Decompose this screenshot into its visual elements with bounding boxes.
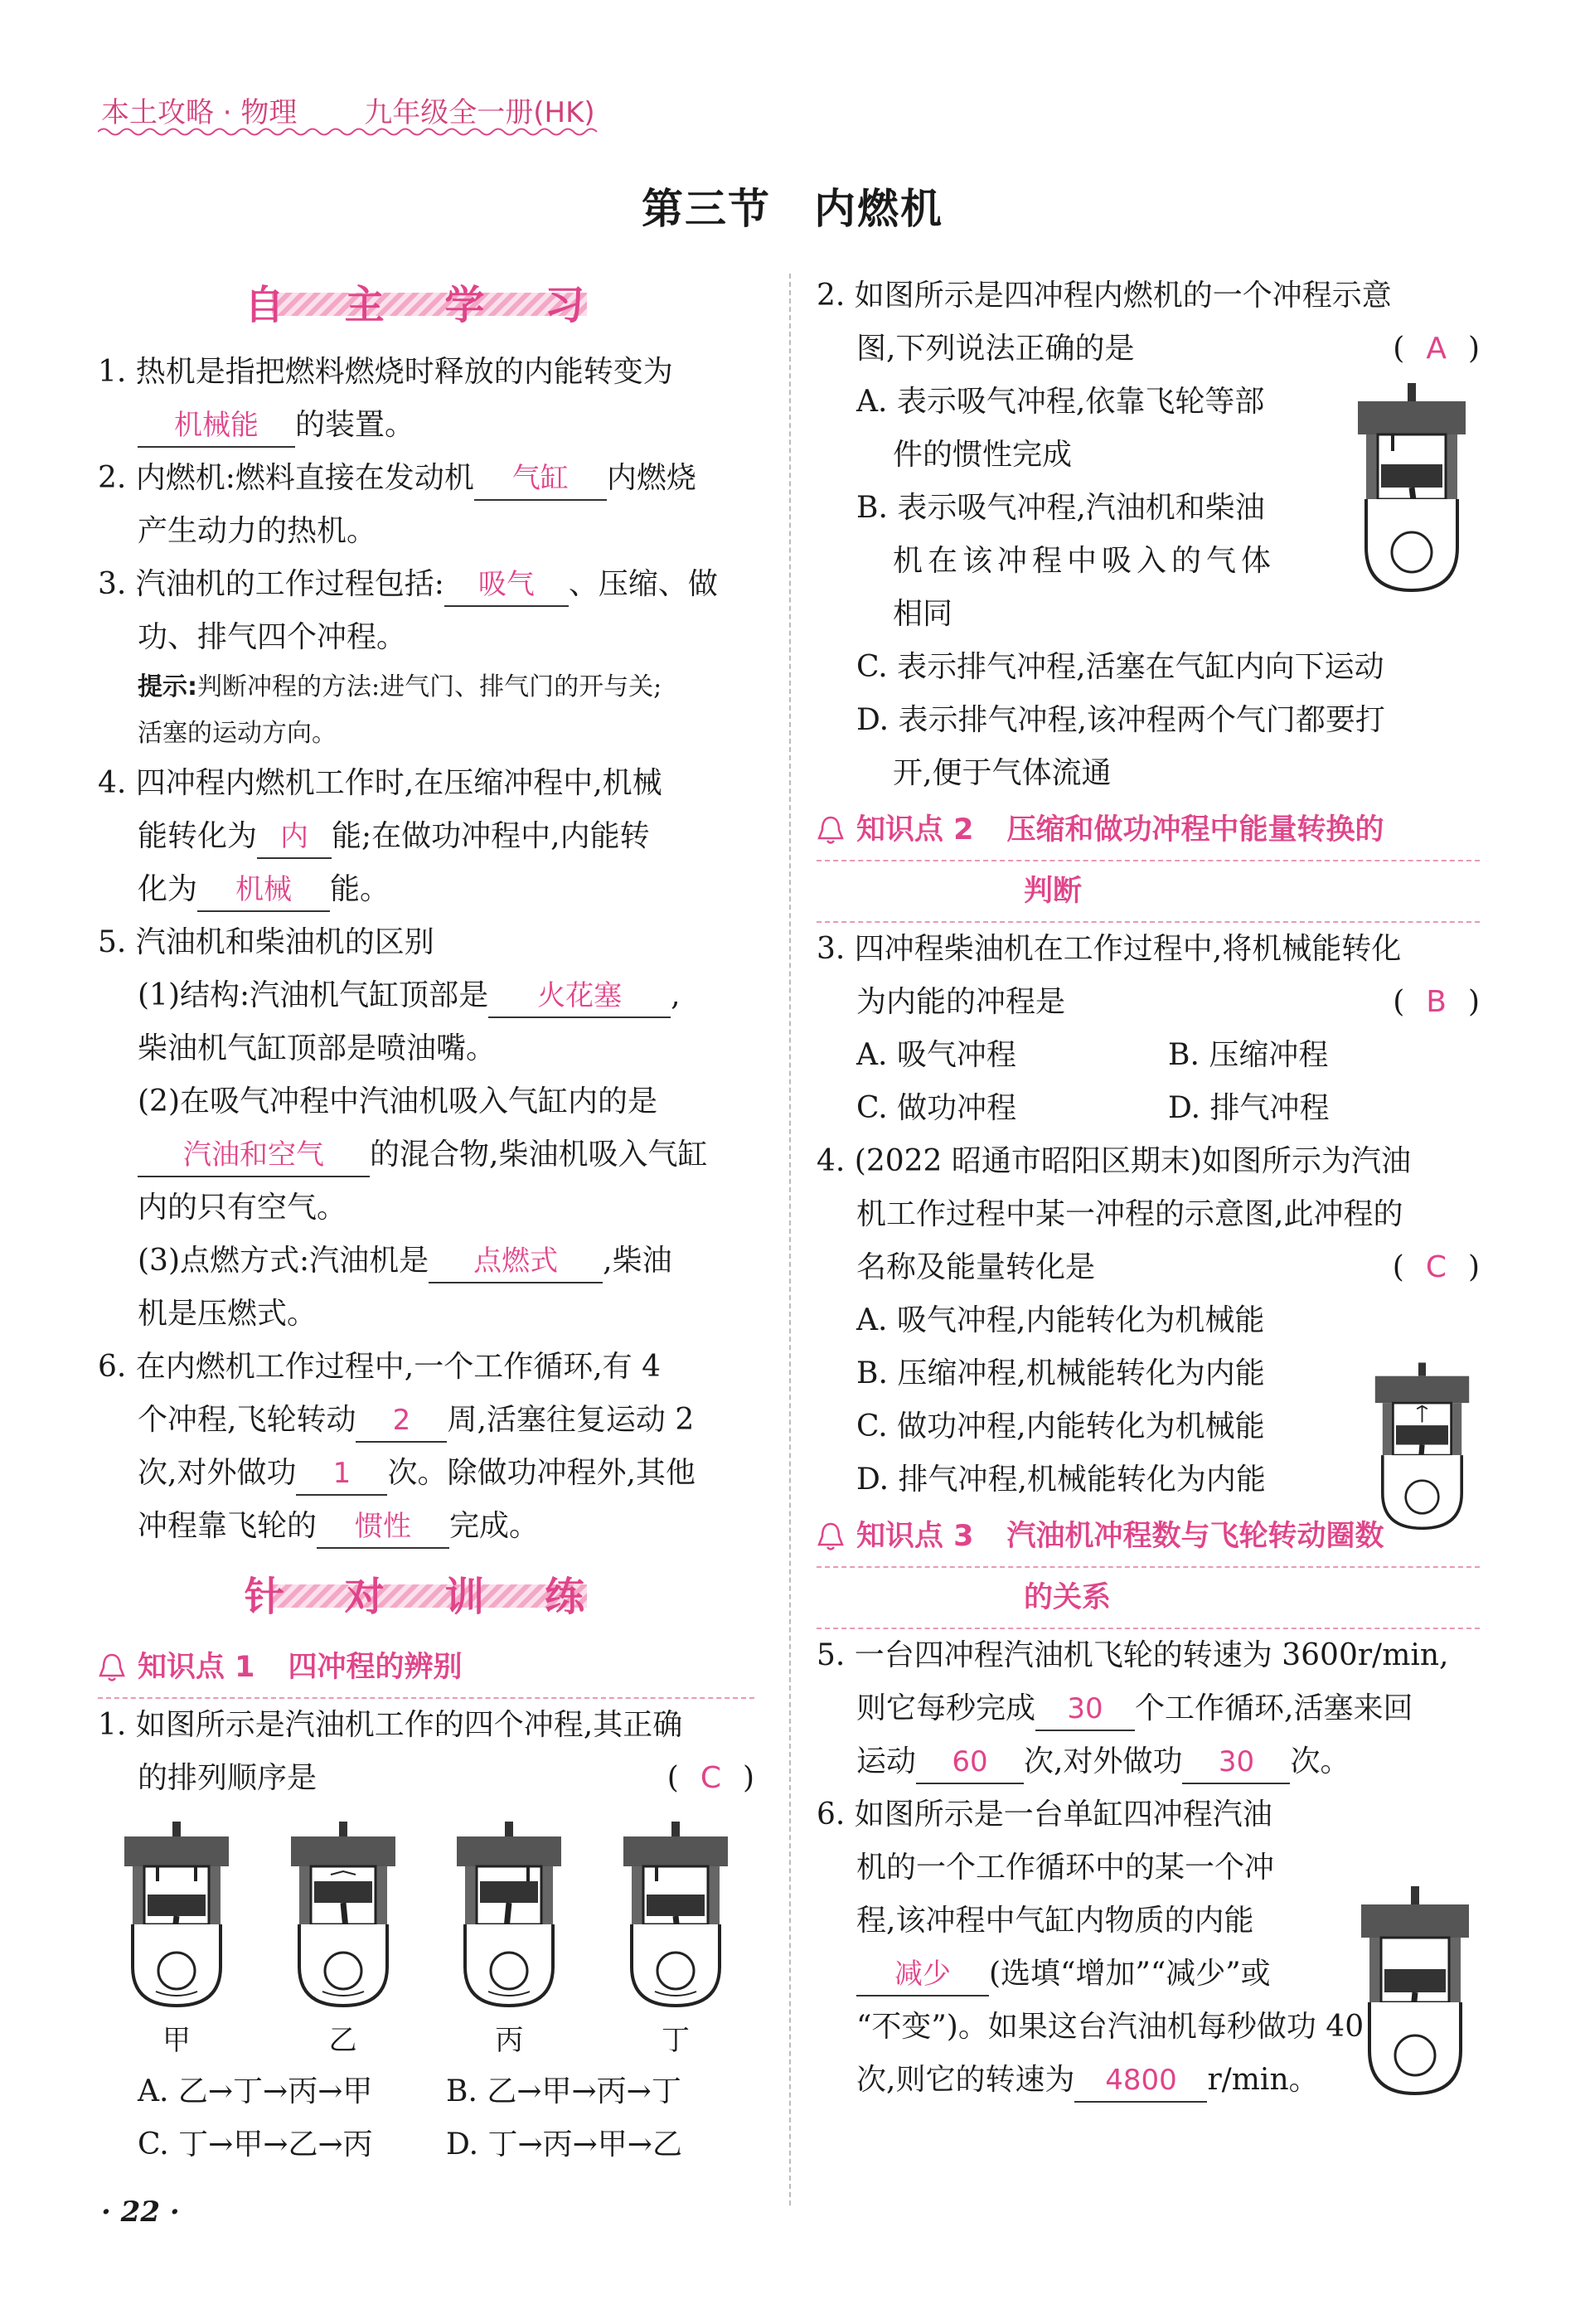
knowledge-point-3-cont: 的关系: [817, 1568, 1480, 1629]
option: B. 压缩冲程,机械能转化为内能: [856, 1356, 1265, 1390]
section-banner-self-study: 自 主 学 习: [244, 282, 608, 328]
option: C. 丁→甲→乙→丙: [138, 2128, 373, 2161]
question-6: 6. 在内燃机工作过程中,一个工作循环,有 4 个冲程,飞轮转动 2 周,活塞往复运动 2 次,对外做功 1 次。除做功冲程外,其他 冲程靠飞轮的 惯性 完成。: [98, 1341, 754, 1553]
answer-blank: 气缸: [474, 458, 607, 501]
training-question-1: 1. 如图所示是汽油机工作的四个冲程,其正确 的排列顺序是 ( C ): [98, 1708, 754, 1795]
option: B. 压缩冲程: [1168, 1038, 1329, 1072]
page-title: 第三节 内燃机: [642, 185, 943, 233]
engine-figure-yi: [281, 1822, 405, 2012]
knowledge-point-3: 知识点 3 汽油机冲程数与飞轮转动圈数: [817, 1506, 1480, 1568]
question-5: 5. 汽油机和柴油机的区别 (1)结构:汽油机气缸顶部是 火花塞 , 柴油机气缸顶部是喷油嘴。 (2)在吸气冲程中汽油机吸入气缸内的是 汽油和空气 的混合物,柴油机吸入气缸 内的只有空气。 (3)点燃方式:汽油机是 点燃式 ,柴油 机是压燃式。: [98, 925, 708, 1331]
training-question-4: 4. (2022 昭通市昭阳区期末)如图所示为汽油 机工作过程中某一冲程的示意图,此冲程的 名称及能量转化是 ( C ) A. 吸气冲程,内能转化为机械能 B. 压缩冲程,机械能转化为内能 C. 做功冲程,内能转化为机械能 D. 排气冲程,机械能转化为内能: [817, 1135, 1480, 1506]
hint-label: 提示:: [138, 672, 197, 701]
knowledge-point-1: 知识点 1 四冲程的辨别: [98, 1637, 754, 1699]
engine-figure-q6: [1353, 1886, 1477, 2102]
bell-icon: [817, 1521, 845, 1551]
question-3: 3. 汽油机的工作过程包括: 吸气 、压缩、做 功、排气四个冲程。: [98, 558, 754, 664]
engine-diagram: [447, 1822, 571, 2065]
knowledge-point-2: 知识点 2 压缩和做功冲程中能量转换的: [817, 800, 1480, 861]
header-wave-line: [98, 126, 603, 138]
training-question-3: 3. 四冲程柴油机在工作过程中,将机械能转化 为内能的冲程是 ( B ) A. 吸气冲程 B. 压缩冲程 C. 做功冲程 D. 排气冲程: [817, 923, 1480, 1135]
option: A. 吸气冲程,内能转化为机械能: [856, 1303, 1265, 1337]
question-2: 2. 内燃机:燃料直接在发动机 气缸 内燃烧 产生动力的热机。: [98, 452, 754, 558]
answer-blank: 点燃式: [429, 1240, 603, 1283]
answer-blank: 吸气: [444, 564, 569, 607]
answer-blank: 机械能: [138, 405, 295, 448]
answer-blank: 减少: [856, 1953, 989, 1997]
answer-blank: 2: [356, 1400, 447, 1443]
answer-blank: 30: [1182, 1741, 1290, 1784]
answer-blank: 30: [1035, 1688, 1135, 1731]
running-header: [101, 90, 653, 130]
engine-figure-q4: [1366, 1353, 1478, 1544]
engine-diagram: [613, 1822, 738, 2065]
bell-icon: [817, 815, 845, 845]
option: C. 做功冲程: [856, 1091, 1017, 1125]
diagram-caption: 乙: [328, 2024, 357, 2057]
section-banner-training: 针 对 训 练: [244, 1574, 608, 1620]
bell-icon: [98, 1652, 126, 1682]
four-stroke-diagrams: [98, 1805, 754, 2065]
answer-blank: 内: [257, 816, 332, 859]
question-4: 4. 四冲程内燃机工作时,在压缩冲程中,机械 能转化为 内 能;在做功冲程中,内能转 化为 机械 能。: [98, 757, 754, 916]
answer-blank: 1: [296, 1453, 387, 1496]
diagram-caption: 甲: [162, 2024, 191, 2057]
answer-blank: 火花塞: [488, 975, 671, 1018]
option: A. 乙→丁→丙→甲: [138, 2074, 373, 2108]
answer-blank: 4800: [1074, 2060, 1207, 2103]
option: A. 吸气冲程: [856, 1038, 1016, 1072]
diagram-caption: 丙: [495, 2024, 524, 2057]
training-question-1-options: [98, 2065, 754, 2171]
training-question-6: 6. 如图所示是一台单缸四冲程汽油 机的一个工作循环中的某一个冲 程,该冲程中气缸内物质的内能 减少 (选填“增加”“减少”或 “不变”)。如果这台汽油机每秒做功 40 次,则它的转速为 4800 r/min。: [817, 1788, 1480, 2107]
option: B. 乙→甲→丙→丁: [446, 2074, 681, 2108]
choice-answer: A: [1426, 332, 1447, 366]
option: D. 排气冲程: [1168, 1091, 1330, 1125]
option: D. 排气冲程,机械能转化为内能: [856, 1463, 1266, 1497]
answer-blank: 机械: [197, 869, 330, 912]
book-title: 本土攻略 · 物理: [101, 96, 298, 129]
engine-figure-jia: [114, 1822, 239, 2012]
choice-answer: B: [1426, 985, 1447, 1019]
choice-answer: C: [700, 1761, 721, 1795]
training-question-2: 2. 如图所示是四冲程内燃机的一个冲程示意 图,下列说法正确的是 ( A ) A. 表示吸气冲程,依靠飞轮等部 件的惯性完成 B. 表示吸气冲程,汽油机和柴油 机在该冲程中吸入的气体 相同 C. 表示排气冲程,活塞在气缸内向下运动 D. 表示排气冲程,该冲程两个气门都要打 开,便于气体流通: [817, 279, 1480, 790]
page-number: · 22 ·: [101, 2195, 180, 2229]
left-column: [98, 269, 754, 2171]
engine-figure-bing: [447, 1822, 571, 2012]
engine-diagram: [114, 1822, 239, 2065]
knowledge-point-2-cont: 判断: [817, 861, 1480, 923]
choice-answer: C: [1425, 1250, 1447, 1284]
option: C. 做功冲程,内能转化为机械能: [856, 1409, 1265, 1443]
answer-blank: 60: [916, 1741, 1024, 1784]
answer-blank: 汽油和空气: [138, 1134, 370, 1177]
diagram-caption: 丁: [661, 2024, 690, 2057]
engine-figure-q2: [1350, 383, 1474, 599]
answer-blank: 惯性: [317, 1506, 449, 1549]
engine-diagram: [281, 1822, 405, 2065]
question-1: 1. 热机是指把燃料燃烧时释放的内能转变为 机械能 的装置。: [98, 346, 754, 452]
option: D. 丁→丙→甲→乙: [446, 2128, 682, 2161]
column-divider: [789, 274, 791, 2205]
hint-note: 提示:判断冲程的方法:进气门、排气门的开与关; 活塞的运动方向。: [138, 672, 662, 748]
training-question-5: 5. 一台四冲程汽油机飞轮的转速为 3600r/min, 则它每秒完成 30 个工作循环,活塞来回 运动 60 次,对外做功 30 次。: [817, 1629, 1480, 1788]
grade-label: 九年级全一册(HK): [364, 96, 595, 129]
engine-figure-ding: [613, 1822, 738, 2012]
